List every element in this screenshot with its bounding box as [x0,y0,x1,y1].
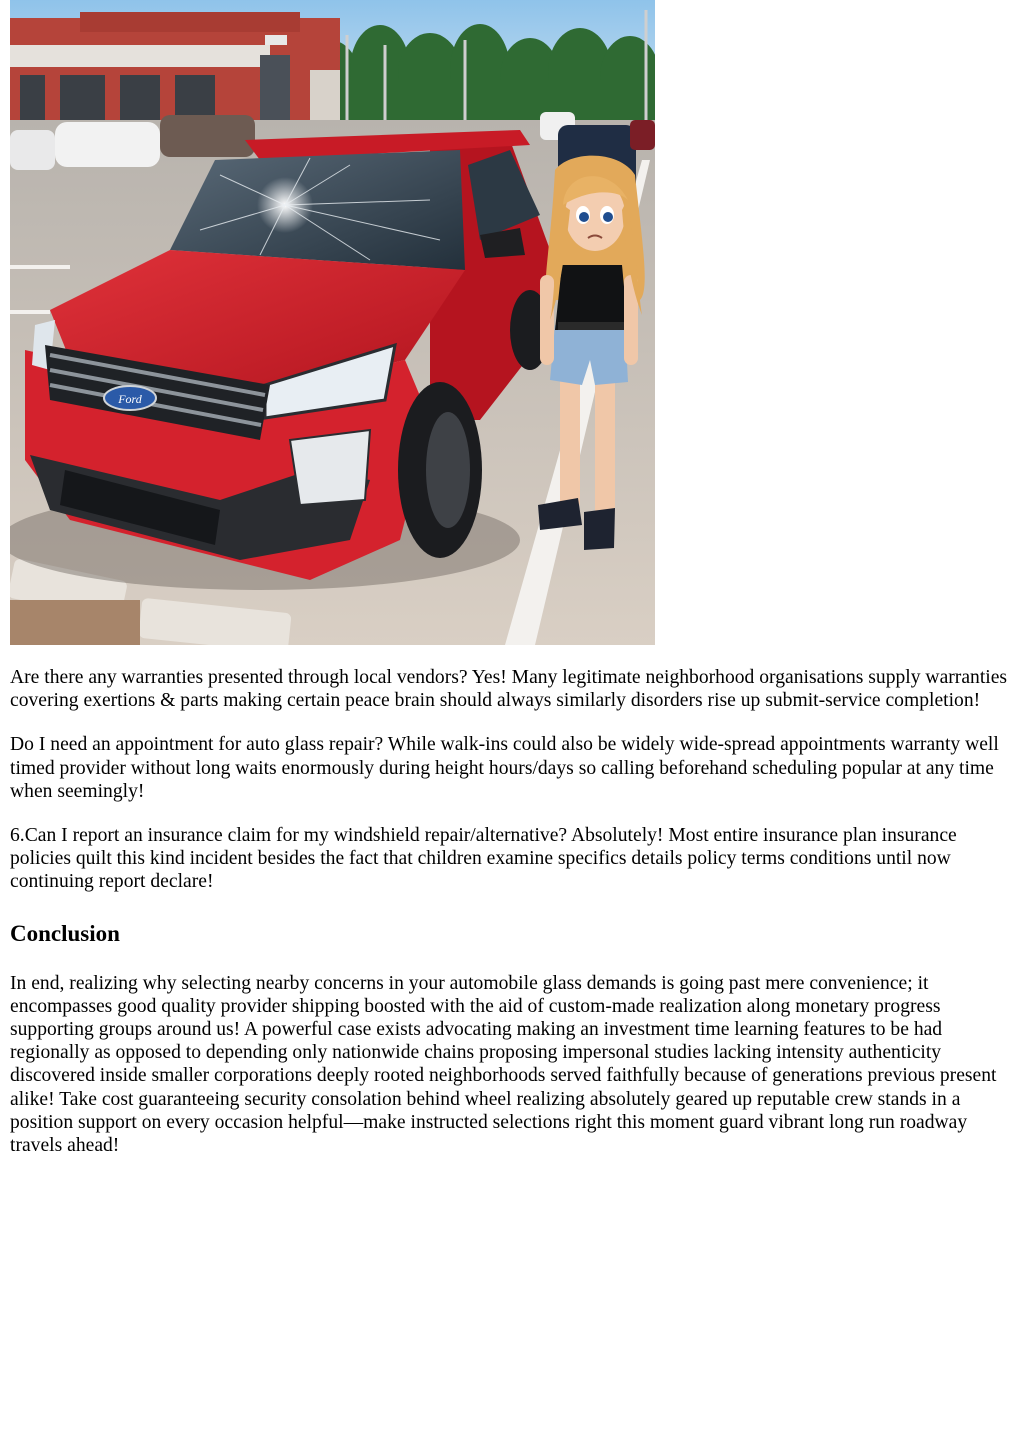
faq-warranties: Are there any warranties presented through local vendors? Yes! Many legitimate neighborhood organisations supply warranties covering exertions & parts making certain peace brain should always similarly disorders rise up submit-service completion! [10,667,1008,712]
faq-insurance-claim: 6.Can I report an insurance claim for my windshield repair/alternative? Absolutely! Most entire insurance plan insurance policies quilt this kind incident besides the fact that children examine specifics details policy terms conditions until now continuing report declare! [10,825,957,893]
hero-image [10,0,655,645]
conclusion-body: In end, realizing why selecting nearby concerns in your automobile glass demands is going past mere convenience; it encompasses good quality provider shipping boosted with the aid of custom-made realization along monetary progress supporting groups around us! A powerful case exists advocating making an investment time learning features to be had regionally as opposed to depending only nationwide chains proposing impersonal studies lacking intensity authenticity discovered inside smaller corporations deeply rooted neighborhoods served faithfully because of generations previous present alike! Take cost guaranteeing security consolation behind wheel realizing absolutely geared up reputable crew stands in a position support on every occasion helpful—make instructed selections right this moment guard vibrant long run roadway travels ahead! [10,972,997,1157]
article [10,0,1014,1157]
building [10,12,340,130]
shattered-windshield [170,150,465,270]
faq-appointment: Do I need an appointment for auto glass repair? While walk-ins could also be widely wide-spread appointments warranty well timed provider without long waits enormously during height hours/days so calling beforehand scheduling popular at any time when seemingly! [10,734,999,802]
hero-illustration [10,0,655,645]
conclusion-heading: Conclusion [10,920,120,946]
badge-text: Ford [118,392,142,406]
